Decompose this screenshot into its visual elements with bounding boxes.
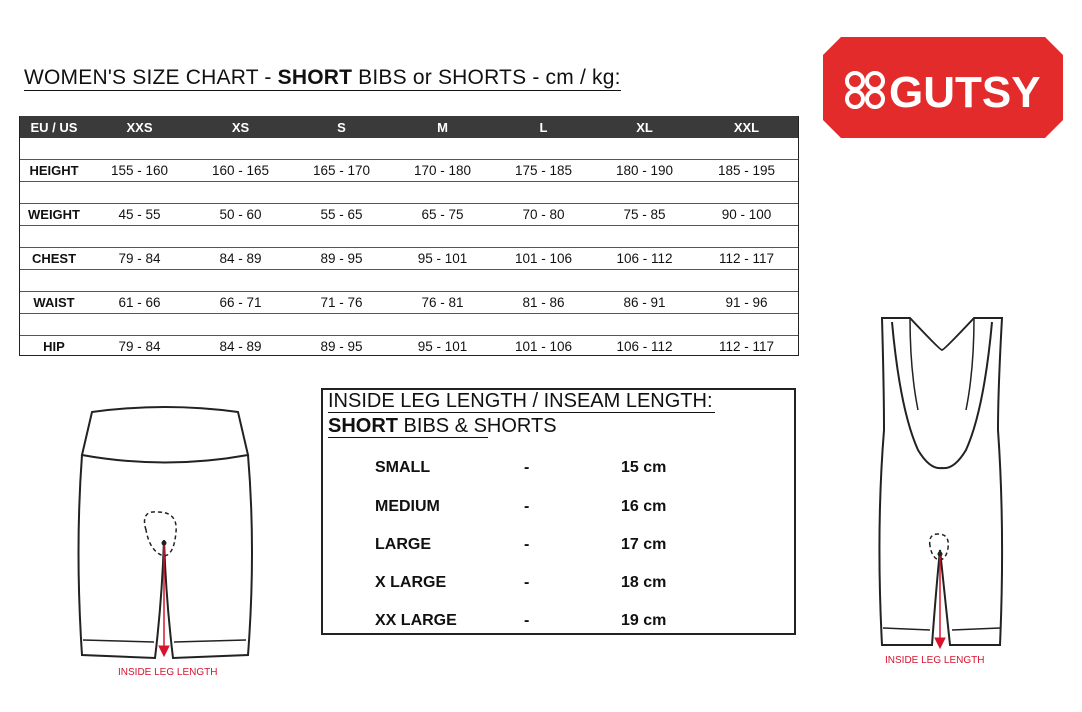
inseam-value: 17 cm <box>621 536 667 553</box>
inseam-size: SMALL <box>375 459 431 476</box>
table-cell: 89 - 95 <box>291 336 392 358</box>
table-cell: 89 - 95 <box>291 248 392 270</box>
gutsy-logo <box>823 37 1063 138</box>
table-row <box>19 204 798 226</box>
inseam-dash: - <box>524 536 530 553</box>
title-suffix: BIBS or SHORTS - cm / kg: <box>352 66 621 89</box>
table-cell: 81 - 86 <box>493 292 594 314</box>
table-cell: 66 - 71 <box>190 292 291 314</box>
table-cell: 84 - 89 <box>190 248 291 270</box>
row-label: HEIGHT <box>19 160 89 182</box>
title-prefix: WOMEN'S SIZE CHART - <box>24 66 278 89</box>
table-row <box>19 248 798 270</box>
table-cell: 95 - 101 <box>392 248 493 270</box>
inseam-panel <box>321 388 796 635</box>
inseam-dash: - <box>524 574 530 591</box>
shorts-caption: INSIDE LEG LENGTH <box>118 667 218 678</box>
header-cell: EU / US <box>19 116 89 138</box>
table-row <box>19 336 798 358</box>
inseam-value: 18 cm <box>621 574 667 591</box>
row-label: CHEST <box>19 248 89 270</box>
table-cell: 50 - 60 <box>190 204 291 226</box>
header-cell: XL <box>594 116 695 138</box>
header-cell: S <box>291 116 392 138</box>
table-cell: 70 - 80 <box>493 204 594 226</box>
inseam-value: 16 cm <box>621 498 667 515</box>
inseam-heading: INSIDE LEG LENGTH / INSEAM LENGTH: <box>328 390 713 412</box>
table-row <box>19 160 798 182</box>
inseam-size: X LARGE <box>375 574 447 591</box>
table-cell: 160 - 165 <box>190 160 291 182</box>
header-cell: L <box>493 116 594 138</box>
table-cell: 91 - 96 <box>695 292 798 314</box>
bibs-caption: INSIDE LEG LENGTH <box>885 655 985 666</box>
table-cell: 90 - 100 <box>695 204 798 226</box>
inseam-subheading <box>328 415 557 438</box>
table-cell: 170 - 180 <box>392 160 493 182</box>
bib-shorts-illustration <box>870 310 1015 655</box>
table-row <box>19 292 798 314</box>
row-label: WEIGHT <box>19 204 89 226</box>
table-header-row <box>19 116 798 138</box>
page-title <box>24 66 621 91</box>
table-cell: 112 - 117 <box>695 248 798 270</box>
header-cell: XXL <box>695 116 798 138</box>
inseam-size: XX LARGE <box>375 612 457 629</box>
table-cell: 101 - 106 <box>493 336 594 358</box>
table-cell: 65 - 75 <box>392 204 493 226</box>
table-cell: 155 - 160 <box>89 160 190 182</box>
table-cell: 71 - 76 <box>291 292 392 314</box>
table-cell: 106 - 112 <box>594 248 695 270</box>
table-cell: 95 - 101 <box>392 336 493 358</box>
logo-badge <box>823 37 1063 138</box>
table-cell: 79 - 84 <box>89 248 190 270</box>
inseam-dash: - <box>524 612 530 629</box>
table-cell: 79 - 84 <box>89 336 190 358</box>
inseam-arrow <box>935 554 945 648</box>
table-cell: 75 - 85 <box>594 204 695 226</box>
inseam-dash: - <box>524 459 530 476</box>
table-cell: 185 - 195 <box>695 160 798 182</box>
table-cell: 55 - 65 <box>291 204 392 226</box>
inseam-value: 19 cm <box>621 612 667 629</box>
table-cell: 175 - 185 <box>493 160 594 182</box>
header-cell: M <box>392 116 493 138</box>
brand-wordmark: GUTSY <box>889 68 1041 117</box>
header-cell: XXS <box>89 116 190 138</box>
table-cell: 45 - 55 <box>89 204 190 226</box>
row-label: HIP <box>19 336 89 358</box>
header-cell: XS <box>190 116 291 138</box>
inseam-size: LARGE <box>375 536 431 553</box>
inseam-value: 15 cm <box>621 459 667 476</box>
size-table <box>19 116 798 357</box>
shorts-illustration <box>70 400 260 665</box>
table-cell: 165 - 170 <box>291 160 392 182</box>
inseam-dash: - <box>524 498 530 515</box>
table-cell: 84 - 89 <box>190 336 291 358</box>
table-cell: 86 - 91 <box>594 292 695 314</box>
table-cell: 106 - 112 <box>594 336 695 358</box>
table-cell: 61 - 66 <box>89 292 190 314</box>
inseam-size: MEDIUM <box>375 498 440 515</box>
subheading-bold: SHORT <box>328 415 398 437</box>
table-cell: 101 - 106 <box>493 248 594 270</box>
table-cell: 76 - 81 <box>392 292 493 314</box>
title-bold: SHORT <box>277 66 353 89</box>
row-label: WAIST <box>19 292 89 314</box>
subheading-rest: BIBS & SHORTS <box>398 415 557 437</box>
table-cell: 180 - 190 <box>594 160 695 182</box>
table-cell: 112 - 117 <box>695 336 798 358</box>
